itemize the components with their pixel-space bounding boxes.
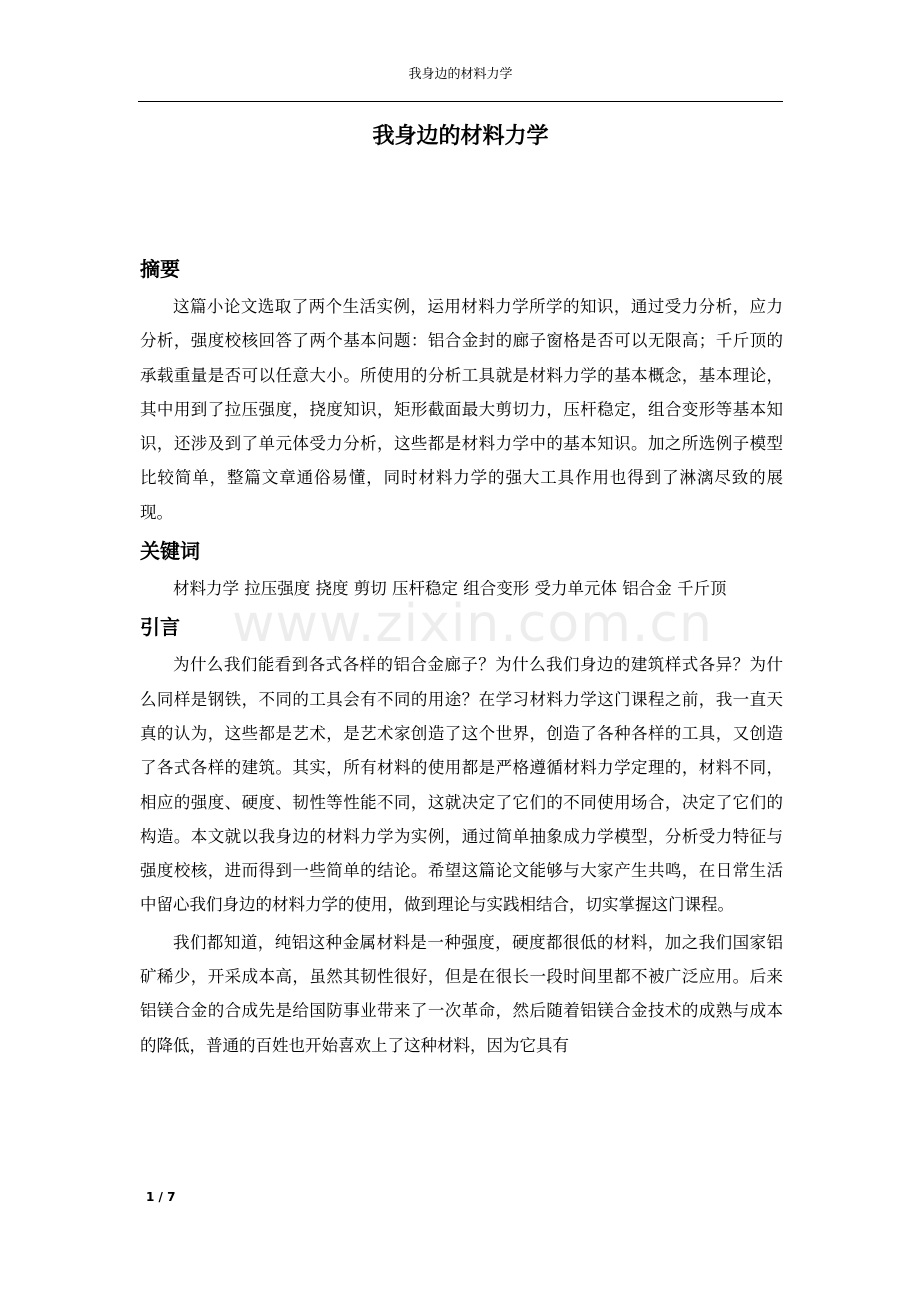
abstract-heading: 摘要 [140,257,180,281]
introduction-heading: 引言 [140,615,180,640]
header-divider [138,101,783,102]
running-header: 我身边的材料力学 [408,67,513,82]
page-number: 1 / 7 [146,1190,176,1204]
keywords-list: 材料力学 拉压强度 挠度 剪切 压杆稳定 组合变形 受力单元体 铝合金 千斤顶 [173,579,727,599]
document-title: 我身边的材料力学 [372,124,549,149]
introduction-paragraph-2: 我们都知道，纯铝这种金属材料是一种强度，硬度都很低的材料，加之我们国家铝矿稀少，开采成本高，虽然其韧性很好，但是在很长一段时间里都不被广泛应用。后来铝镁合金的合成先是给国防事业带来了一次革命，然后随着铝镁合金技术的成熟与成本的降低，普通的百姓也开始喜欢上了这种材料，因为它具有 [140,932,783,1055]
abstract-paragraph: 这篇小论文选取了两个生活实例，运用材料力学所学的知识，通过受力分析，应力分析，强度校核回答了两个基本问题：铝合金封的廊子窗格是否可以无限高；千斤顶的承载重量是否可以任意大小。所使用的分析工具就是材料力学的基本概念，基本理论，其中用到了拉压强度，挠度知识，矩形截面最大剪切力，压杆稳定，组合变形等基本知识，还涉及到了单元体受力分析，这些都是材料力学中的基本知识。加之所选例子模型比较简单，整篇文章通俗易懂，同时材料力学的强大工具作用也得到了淋漓尽致的展现。 [140,297,783,522]
keywords-heading: 关键词 [140,539,200,564]
introduction-paragraph-1: 为什么我们能看到各式各样的铝合金廊子？为什么我们身边的建筑样式各异？为什么同样是钢铁，不同的工具会有不同的用途？在学习材料力学这门课程之前，我一直天真的认为，这些都是艺术，是艺术家创造了这个世界，创造了各种各样的工具，又创造了各式各样的建筑。其实，所有材料的使用都是严格遵循材料力学定理的，材料不同，相应的强度、硬度、韧性等性能不同，这就决定了它们的不同使用场合，决定了它们的构造。本文就以我身边的材料力学为实例，通过简单抽象成力学模型，分析受力特征与强度校核，进而得到一些简单的结论。希望这篇论文能够与大家产生共鸣，在日常生活中留心我们身边的材料力学的使用，做到理论与实践相结合，切实掌握这门课程。 [140,655,783,915]
watermark: www.zixin.com.cn [232,594,713,654]
document-body [140,252,783,1063]
